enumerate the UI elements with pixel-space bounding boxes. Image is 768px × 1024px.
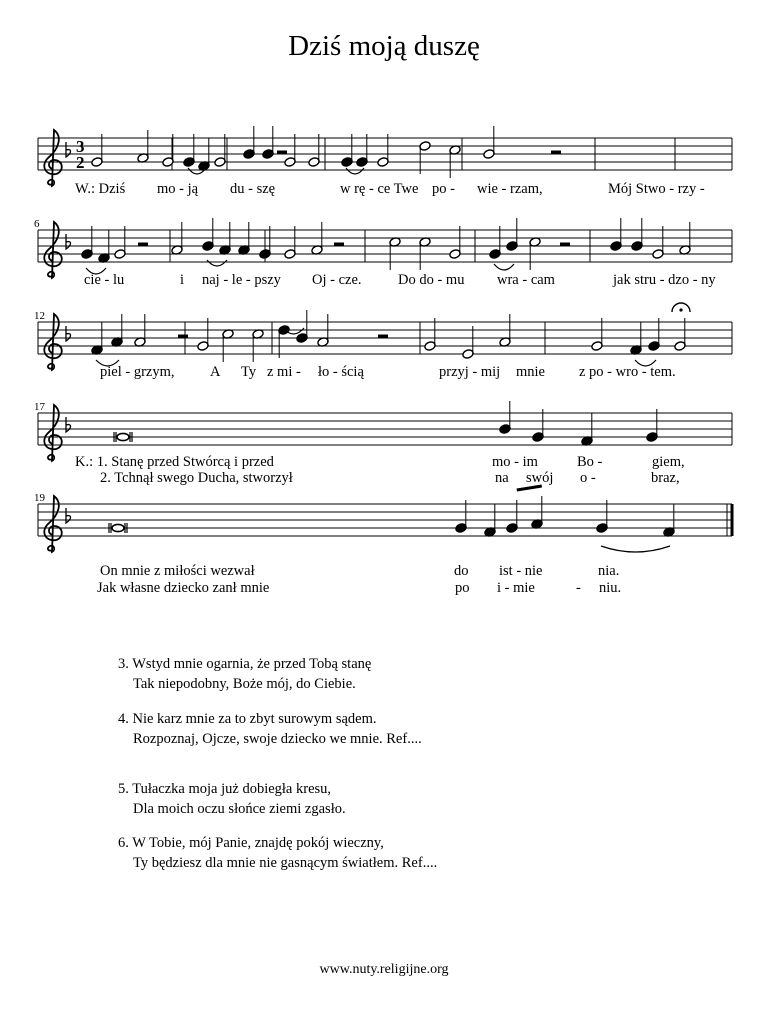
note	[679, 222, 691, 255]
note	[506, 218, 518, 251]
note	[674, 318, 686, 351]
lyric-3-5: ło - ścią	[318, 364, 364, 380]
lyric-1-2: mo - ją	[157, 181, 199, 197]
note	[137, 130, 149, 163]
lyric-2-1: cie - lu	[84, 272, 125, 288]
lyric-5-2: do	[454, 563, 469, 579]
note	[419, 141, 431, 174]
lyric-4-7: swój	[526, 470, 554, 486]
stanza-4	[118, 709, 422, 749]
page-title: Dziś moją duszę	[288, 30, 480, 62]
note	[183, 134, 195, 167]
note	[630, 322, 642, 355]
breve-notehead	[112, 524, 124, 531]
note	[529, 237, 541, 270]
staff-4	[34, 401, 732, 461]
lyric-3-1: piel - grzym,	[100, 364, 175, 380]
lyric-4-3: Bo -	[577, 454, 603, 470]
note	[308, 134, 320, 167]
lyric-3-3: Ty	[241, 364, 257, 380]
note	[81, 226, 93, 259]
flat-icon	[66, 234, 71, 249]
note	[652, 226, 664, 259]
slur	[601, 546, 670, 552]
note	[532, 409, 544, 442]
stanza-3	[118, 654, 371, 694]
lyric-1-5: po -	[432, 181, 455, 197]
lyric-4-6: na	[495, 470, 509, 486]
measure-number: 12	[34, 310, 45, 322]
breve-note	[109, 523, 127, 533]
lyric-3-2: A	[210, 364, 221, 380]
stanza-5-line-1: 5. Tułaczka moja już dobiegła kresu,	[118, 781, 332, 797]
lyric-2-5: Do do - mu	[398, 272, 465, 288]
note	[252, 329, 264, 362]
note	[449, 226, 461, 259]
note	[296, 310, 308, 343]
stanza-3-line-2: Tak niepodobny, Boże mój, do Ciebie.	[133, 676, 356, 692]
lyric-5-5: Jak własne dziecko zanł mnie	[97, 580, 270, 596]
footer-url: www.nuty.religijne.org	[319, 962, 449, 977]
note	[356, 134, 368, 167]
flat-icon	[66, 417, 71, 432]
lyric-3-7: mnie	[516, 364, 545, 380]
note	[424, 318, 436, 351]
flat-icon	[66, 508, 71, 523]
breve-notehead	[117, 433, 129, 440]
lyric-3-8: z po - wro - tem.	[579, 364, 676, 380]
lyric-1-6: wie - rzam,	[477, 181, 543, 197]
lyric-5-8: -	[576, 580, 581, 596]
note	[499, 401, 511, 434]
slur	[346, 168, 364, 174]
note	[610, 218, 622, 251]
lyric-5-9: niu.	[599, 580, 622, 596]
lyric-4-5: 2. Tchnął swego Ducha, stworzył	[100, 470, 293, 486]
lyric-1-1: W.: Dziś	[75, 181, 126, 197]
time-signature-bottom: 2	[76, 153, 85, 172]
note	[449, 145, 461, 178]
staff-5	[34, 492, 732, 552]
note	[171, 222, 183, 255]
half-rest-icon	[277, 151, 287, 155]
note	[581, 413, 593, 446]
note	[419, 237, 431, 270]
staff-2	[34, 218, 732, 278]
lyric-2-6: wra - cam	[497, 272, 555, 288]
slur	[494, 264, 514, 270]
note	[317, 314, 329, 347]
half-rest-icon	[560, 243, 570, 247]
stanza-6-line-1: 6. W Tobie, mój Panie, znajdę pokój wieczny,	[118, 835, 384, 851]
half-rest-icon	[334, 243, 344, 247]
lyric-5-4: nia.	[598, 563, 620, 579]
lyric-4-4: giem,	[652, 454, 685, 470]
lyric-4-1: K.: 1. Stanę przed Stwórcą i przed	[75, 454, 274, 470]
time-signature-top: 3	[76, 137, 85, 156]
lyric-5-7: i - mie	[497, 580, 535, 596]
slur	[207, 260, 227, 266]
measure-number: 19	[34, 492, 45, 504]
note	[596, 500, 608, 533]
note	[663, 504, 675, 537]
half-rest-icon	[178, 335, 188, 339]
note	[489, 226, 501, 259]
flat-icon	[66, 326, 71, 341]
lyric-2-2: i	[180, 272, 185, 288]
note	[631, 218, 643, 251]
note	[499, 314, 511, 347]
note	[222, 329, 234, 362]
lyric-1-4: w rę - ce Twe	[340, 181, 419, 197]
lyric-2-7: jak stru - dzo - ny	[613, 272, 716, 288]
flat-icon	[66, 142, 71, 157]
measure-number: 6	[34, 218, 40, 230]
note	[162, 134, 174, 167]
half-rest-icon	[551, 151, 561, 155]
lyric-2-3: naj - le - pszy	[202, 272, 281, 288]
note	[531, 496, 543, 529]
lyric-4-2: mo - im	[492, 454, 538, 470]
measure-number: 17	[34, 401, 45, 413]
stanza-3-line-1: 3. Wstyd mnie ogarnia, że przed Tobą stanę	[118, 656, 372, 672]
note	[506, 500, 518, 533]
note	[91, 322, 103, 355]
fermata-dot	[679, 308, 682, 311]
note	[311, 222, 323, 255]
stanza-6	[118, 833, 437, 873]
note	[646, 409, 658, 442]
note	[341, 134, 353, 167]
note	[98, 230, 110, 263]
stanza-4-line-1: 4. Nie karz mnie za to zbyt surowym sądem.	[118, 711, 377, 727]
note	[198, 138, 210, 171]
note	[214, 134, 226, 167]
note	[238, 222, 250, 255]
note	[197, 318, 209, 351]
lyric-2-4: Oj - cze.	[312, 272, 362, 288]
lyric-3-6: przyj - mij	[439, 364, 501, 380]
half-rest-icon	[378, 335, 388, 339]
note	[202, 218, 214, 251]
lyric-5-3: ist - nie	[499, 563, 543, 579]
note	[243, 126, 255, 159]
lyric-4-8: o -	[580, 470, 596, 486]
note	[114, 226, 126, 259]
note	[377, 134, 389, 167]
stanza-5-line-2: Dla moich oczu słońce ziemi zgasło.	[133, 801, 346, 817]
stanza-4-line-2: Rozpoznaj, Ojcze, swoje dziecko we mnie. Ref....	[133, 731, 422, 747]
lyric-5-1: On mnie z miłości wezwał	[100, 563, 255, 579]
note	[134, 314, 146, 347]
note	[591, 318, 603, 351]
note	[219, 222, 231, 255]
lyric-4-9: braz,	[651, 470, 680, 486]
note	[648, 318, 660, 351]
lyric-1-7: Mój Stwo - rzy -	[608, 181, 705, 197]
lyric-1-3: du - szę	[230, 181, 276, 197]
half-rest-icon	[138, 243, 148, 247]
stanza-5	[118, 779, 346, 819]
lyric-3-4: z mi -	[267, 364, 301, 380]
note	[483, 126, 495, 159]
note	[389, 237, 401, 270]
lyric-5-6: po	[455, 580, 470, 596]
note	[262, 126, 274, 159]
note	[455, 500, 467, 533]
note	[484, 504, 496, 537]
note	[462, 326, 474, 359]
breve-note	[114, 432, 132, 442]
note	[91, 134, 103, 167]
note	[111, 314, 123, 347]
note	[284, 226, 296, 259]
stanza-6-line-2: Ty będziesz dla mnie nie gasnącym światłem. Ref....	[133, 855, 438, 871]
